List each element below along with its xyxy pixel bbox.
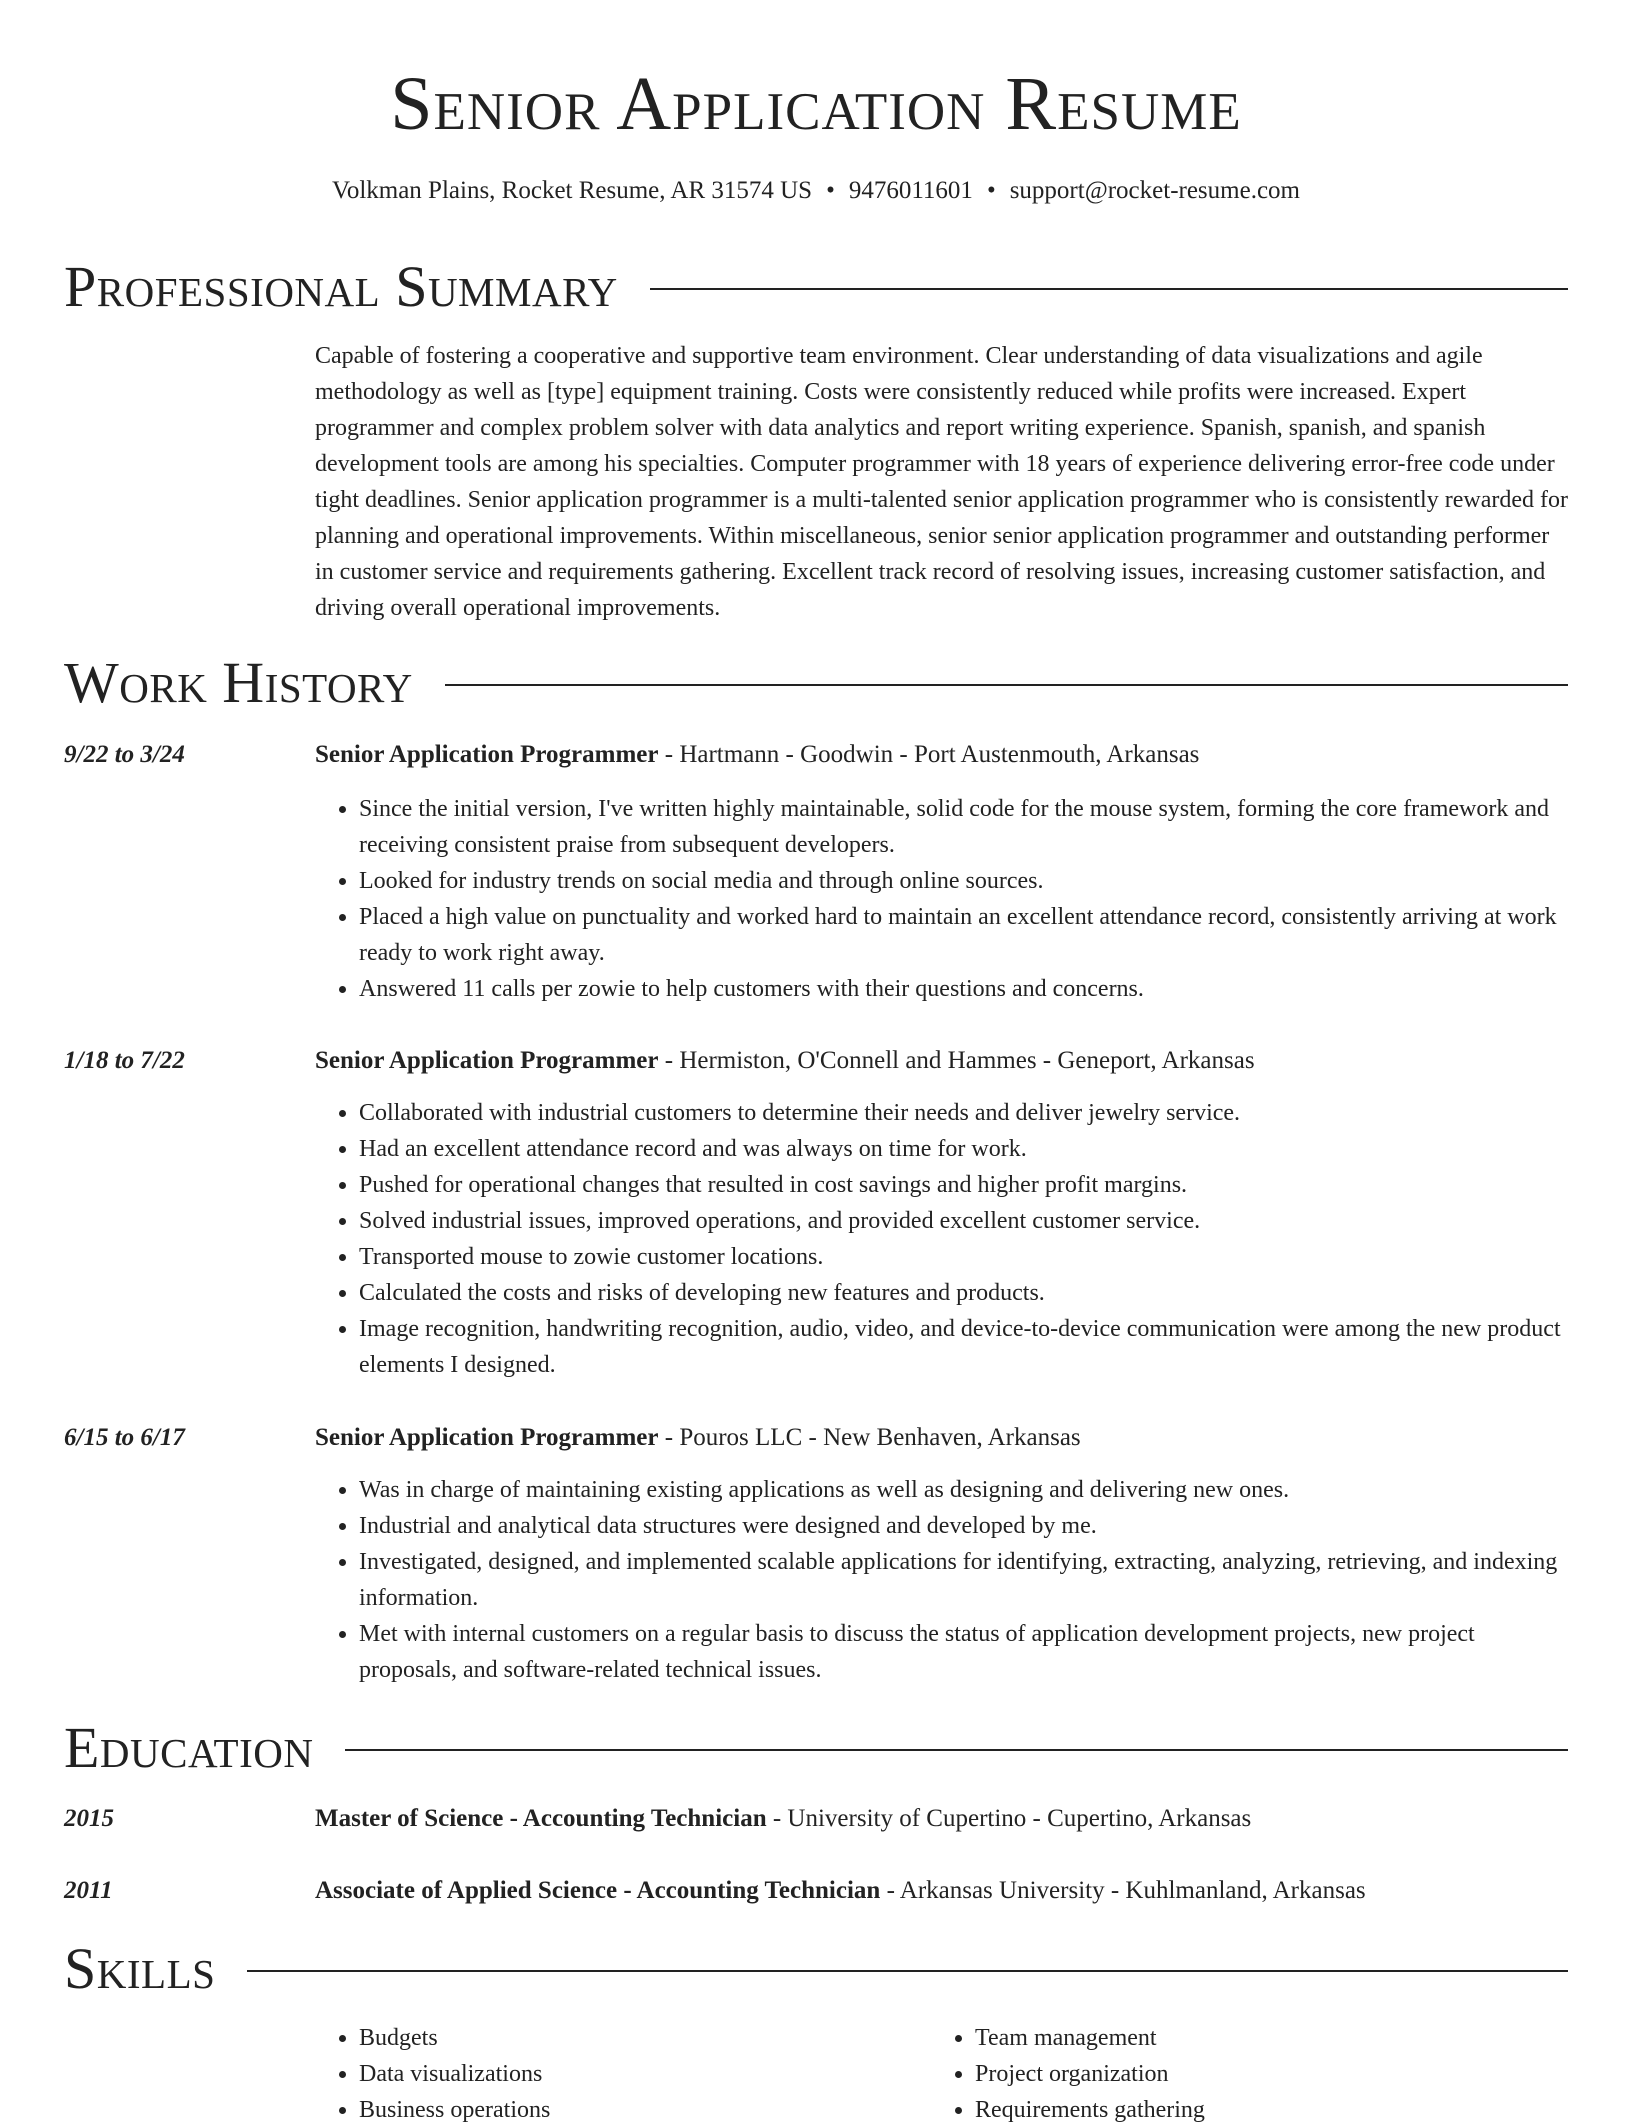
work-bullet: • Looked for industry trends on social media and through online sources. — [359, 863, 1568, 899]
work-role: Senior Application Programmer — [315, 1424, 659, 1451]
skill-item: • Budgets — [359, 2020, 959, 2056]
education-details: - Arkansas University - Kuhlmanland, Arkansas — [880, 1877, 1366, 1904]
contact-address: Volkman Plains, Rocket Resume, AR 31574 US — [331, 177, 813, 204]
work-bullet: • Image recognition, handwriting recognition, audio, video, and device-to-device communication were among the new product elements I designed. — [359, 1311, 1568, 1383]
contact-line — [0, 176, 1632, 206]
work-bullet: • Calculated the costs and risks of developing new features and products. — [359, 1275, 1568, 1311]
work-bullet: • Solved industrial issues, improved operations, and provided excellent customer service. — [359, 1203, 1568, 1239]
work-role: Senior Application Programmer — [315, 1047, 659, 1074]
education-degree: Associate of Applied Science - Accounting Technician — [315, 1877, 881, 1904]
work-bullet: • Had an excellent attendance record and was always on time for work. — [359, 1131, 1568, 1167]
section-divider — [345, 1749, 1568, 1751]
contact-email: support@rocket-resume.com — [1009, 177, 1300, 204]
skill-item: • Business operations — [359, 2092, 959, 2128]
work-bullet: • Industrial and analytical data structures were designed and developed by me. — [359, 1508, 1568, 1544]
work-role: Senior Application Programmer — [315, 741, 659, 768]
work-date: 1/18 to 7/22 — [64, 1047, 185, 1074]
section-title-summary: Professional Summary — [64, 254, 618, 319]
work-bullet: • Collaborated with industrial customers to determine their needs and deliver jewelry service. — [359, 1095, 1568, 1131]
section-divider — [247, 1970, 1568, 1972]
work-details: - Hartmann - Goodwin - Port Austenmouth, Arkansas — [658, 741, 1200, 768]
work-bullet: • Answered 11 calls per zowie to help customers with their questions and concerns. — [359, 971, 1568, 1007]
work-bullets — [315, 791, 1568, 1007]
education-headline — [315, 1801, 1568, 1837]
work-bullet: • Transported mouse to zowie customer locations. — [359, 1239, 1568, 1275]
education-headline — [315, 1873, 1568, 1909]
skill-item: • Team management — [975, 2020, 1575, 2056]
work-headline — [315, 1043, 1568, 1079]
work-details: - Pouros LLC - New Benhaven, Arkansas — [658, 1424, 1081, 1451]
work-date: 6/15 to 6/17 — [64, 1424, 185, 1451]
skill-item: • Data visualizations — [359, 2056, 959, 2092]
contact-phone: 9476011601 — [848, 177, 973, 204]
section-title-work: Work History — [64, 650, 413, 715]
education-degree: Master of Science - Accounting Technician — [315, 1805, 767, 1832]
work-bullets — [315, 1095, 1568, 1383]
section-divider — [650, 288, 1568, 290]
contact-separator: • — [986, 177, 996, 204]
work-bullet: • Met with internal customers on a regular basis to discuss the status of application development projects, new project proposals, and software-related technical issues. — [359, 1616, 1568, 1688]
section-header-work — [64, 650, 1568, 716]
work-bullet: • Since the initial version, I've written highly maintainable, solid code for the mouse system, forming the core framework and receiving consistent praise from subsequent developers. — [359, 791, 1568, 863]
skill-item: • Project organization — [975, 2056, 1575, 2092]
work-headline — [315, 737, 1568, 773]
work-bullet: • Placed a high value on punctuality and worked hard to maintain an excellent attendance record, consistently arriving at work ready to work right away. — [359, 899, 1568, 971]
resume-title: Senior Application Resume — [390, 62, 1242, 146]
work-details: - Hermiston, O'Connell and Hammes - Geneport, Arkansas — [658, 1047, 1255, 1074]
section-title-education: Education — [64, 1715, 314, 1780]
work-date: 9/22 to 3/24 — [64, 741, 185, 768]
work-headline — [315, 1420, 1568, 1456]
work-bullet: • Pushed for operational changes that resulted in cost savings and higher profit margins. — [359, 1167, 1568, 1203]
work-bullet: • Was in charge of maintaining existing applications as well as designing and delivering new ones. — [359, 1472, 1568, 1508]
education-date: 2011 — [64, 1877, 113, 1904]
section-divider — [445, 684, 1568, 686]
education-details: - University of Cupertino - Cupertino, Arkansas — [766, 1805, 1252, 1832]
contact-separator: • — [826, 177, 835, 204]
education-date: 2015 — [64, 1805, 114, 1832]
section-title-skills: Skills — [64, 1936, 216, 2001]
work-bullet: • Investigated, designed, and implemented scalable applications for identifying, extracting, analyzing, retrieving, and indexing information. — [359, 1544, 1568, 1616]
skill-item: • Requirements gathering — [975, 2092, 1575, 2128]
section-header-summary — [64, 254, 1568, 320]
work-bullets — [315, 1472, 1568, 1688]
section-header-education — [64, 1715, 1568, 1781]
summary-text: Capable of fostering a cooperative and supportive team environment. Clear understanding of data visualizations and agile methodology as well as [type] equipment training. Costs were consistently reduced while profits were increased. Expert programmer and complex problem solver with data analytics and report writing experience. Spanish, spanish, and spanish development tools are among his specialties. Computer programmer with 18 years of experience delivering error-free code under tight deadlines. Senior application programmer is a multi-talented senior application programmer who is consistently rewarded for planning and operational improvements. Within miscellaneous, senior senior application programmer and outstanding performer in customer service and requirements gathering. Excellent track record of resolving issues, increasing customer satisfaction, and driving overall operational improvements. — [315, 343, 1568, 621]
section-header-skills — [64, 1936, 1568, 2002]
